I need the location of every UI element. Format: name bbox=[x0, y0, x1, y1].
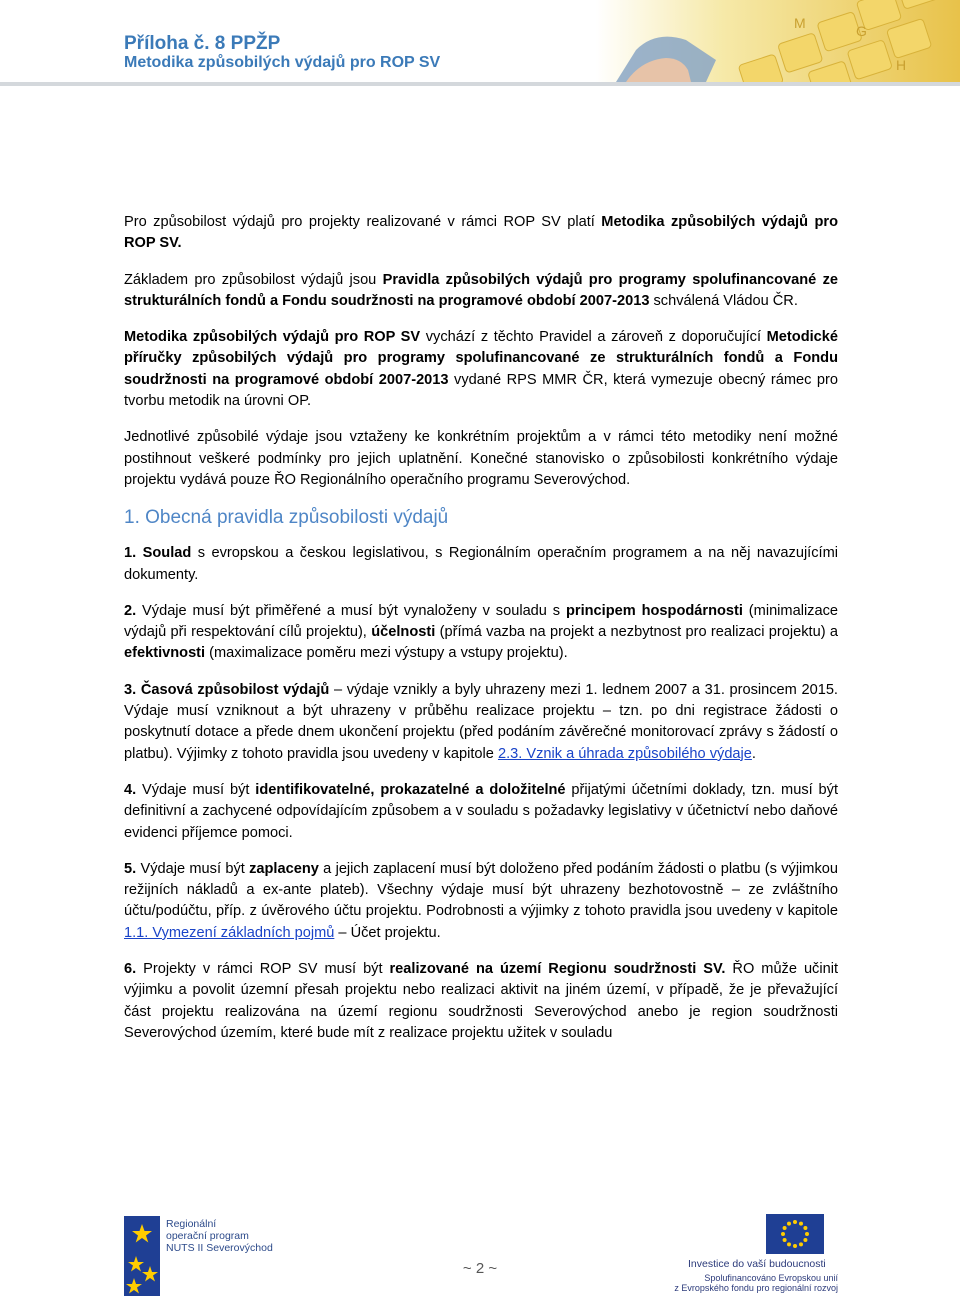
rule-4: 4. Výdaje musí být identifikovatelné, prokazatelné a doložitelné přijatými účetními doklady, tzn. musí být definitivní a zachycené odpovídajícím způsobem a v souladu s požadavky legislativy v účetnictví nebo daňové evidenci příjemce pomoci. bbox=[124, 780, 838, 844]
document-subtitle: Metodika způsobilých výdajů pro ROP SV bbox=[124, 54, 440, 72]
key-letter-g: G bbox=[856, 23, 867, 39]
rule-6: 6. Projekty v rámci ROP SV musí být realizované na území Regionu soudržnosti SV. ŘO může učinit výjimku a povolit územní přesah projektu nebo realizaci aktivit na jiném území, v případě, že je převažující část projektu realizována na území regionu soudržnosti Severovýchod anebo je region soudržnosti Severovýchod územím, které bude mít z realizace projektu užitek v souladu bbox=[124, 959, 838, 1044]
rule-3: 3. Časová způsobilost výdajů – výdaje vznikly a byly uhrazeny mezi 1. lednem 2007 a 31. prosincem 2015. Výdaje musí vzniknout a být uhrazeny v průběhu realizace projektu – tzn. po dni registrace žádosti o poskytnutí dotace a přede dnem ukončení projektu (před podáním závěrečné monitorovací zprávy s žádostí o platbu). Výjimky z tohoto pravidla jsou uvedeny v kapitole 2.3. Vznik a úhrada způsobilého výdaje. bbox=[124, 680, 838, 765]
intro-paragraph-3: Metodika způsobilých výdajů pro ROP SV vychází z těchto Pravidel a zároveň z doporučující Metodické příručky způsobilých výdajů pro programy spolufinancované ze strukturálních fondů a Fondu soudržnosti na programové období 2007-2013 vydané RPS MMR ČR, která vymezuje obecný rámec pro tvorbu metodik na úrovni OP. bbox=[124, 327, 838, 412]
header-divider bbox=[0, 82, 960, 86]
rop-logo-text: Regionální operační program NUTS II Severovýchod bbox=[166, 1218, 273, 1254]
rule-2: 2. Výdaje musí být přiměřené a musí být vynaloženy v souladu s principem hospodárnosti (minimalizace výdajů při respektování cílů projektu), účelnosti (přímá vazba na projekt a nezbytnost pro realizaci projektu) a efektivnosti (maximalizace poměru mezi výstupy a vstupy projektu). bbox=[124, 601, 838, 665]
page-number: ~ 2 ~ bbox=[440, 1260, 520, 1277]
section-heading: 1. Obecná pravidla způsobilosti výdajů bbox=[124, 506, 838, 530]
page-header bbox=[0, 0, 960, 90]
key-letter-m: M bbox=[794, 15, 806, 31]
intro-paragraph-1: Pro způsobilost výdajů pro projekty realizované v rámci ROP SV platí Metodika způsobilých výdajů pro ROP SV. bbox=[124, 212, 838, 255]
header-keyboard-illustration bbox=[596, 0, 960, 82]
eu-funding-note: Spolufinancováno Evropskou unií z Evropského fondu pro regionální rozvoj bbox=[660, 1273, 838, 1293]
intro-paragraph-2: Základem pro způsobilost výdajů jsou Pravidla způsobilých výdajů pro programy spolufinancované ze strukturálních fondů a Fondu soudržnosti na programové období 2007-2013 schválená Vládou ČR. bbox=[124, 270, 838, 313]
rule-5: 5. Výdaje musí být zaplaceny a jejich zaplacení musí být doloženo před podáním žádosti o platbu (s výjimkou režijních nákladů a ex-ante plateb). Všechny výdaje musí být uhrazeny bezhotovostně – ze zvláštního účtu/podúčtu, příp. z úvěrového účtu projektu. Podrobnosti a výjimky z tohoto pravidla jsou uvedeny v kapitole 1.1. Vymezení základních pojmů – Účet projektu. bbox=[124, 859, 838, 944]
key-letter-h: H bbox=[896, 57, 906, 73]
document-title: Příloha č. 8 PPŽP bbox=[124, 33, 280, 55]
rule-1: 1. Soulad s evropskou a českou legislativou, s Regionálním operačním programem a na něj navazujícími dokumenty. bbox=[124, 543, 838, 586]
intro-paragraph-4: Jednotlivé způsobilé výdaje jsou vztaženy ke konkrétním projektům a v rámci této metodiky není možné postihnout veškeré podmínky pro jejich uplatnění. Konečné stanovisko o způsobilosti konkrétního výdaje projektu vydává pouze ŘO Regionálního operačního programu Severovýchod. bbox=[124, 427, 838, 491]
link-chapter-1-1[interactable]: 1.1. Vymezení základních pojmů bbox=[124, 925, 334, 941]
link-chapter-2-3[interactable]: 2.3. Vznik a úhrada způsobilého výdaje bbox=[498, 746, 752, 762]
eu-slogan: Investice do vaší budoucnosti bbox=[688, 1258, 826, 1270]
page-footer bbox=[0, 1200, 960, 1302]
document-body bbox=[124, 212, 838, 1059]
